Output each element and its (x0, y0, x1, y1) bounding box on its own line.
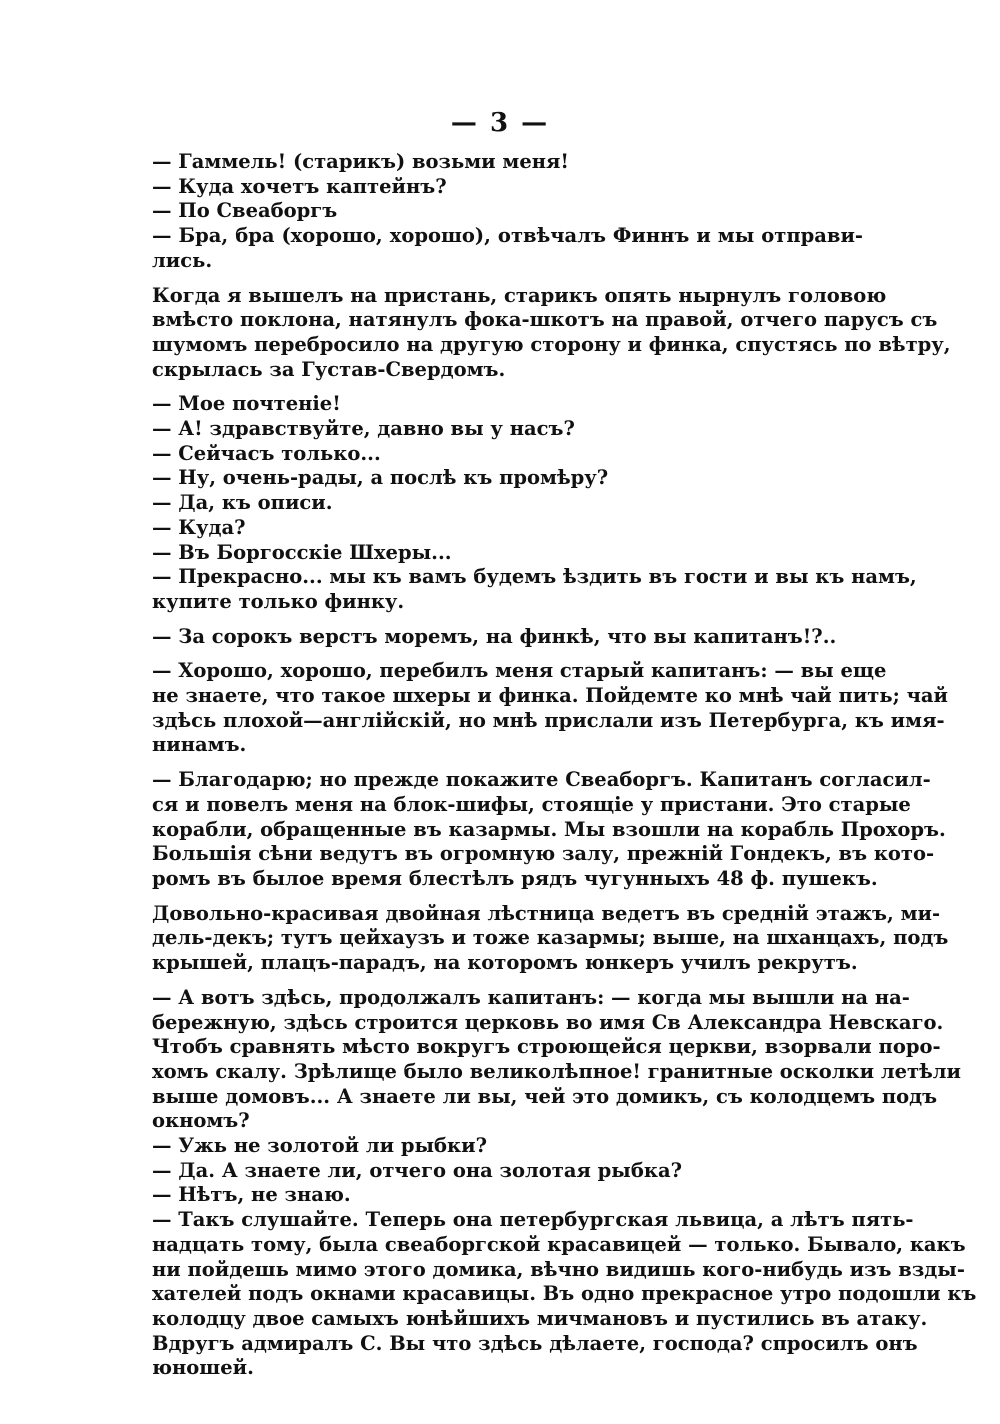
text-line: корабли, обращенные въ казармы. Мы взошли на корабль Прохоръ. (152, 817, 946, 841)
text-line: — Благодарю; но прежде покажите Свеаборгъ. Капитанъ согласил- (152, 768, 931, 792)
page-number: — 3 — (450, 108, 550, 138)
paragraph (152, 392, 863, 417)
text-line: — Да, къ описи. (152, 491, 333, 515)
text-line: нинамъ. (152, 733, 247, 757)
paragraph (152, 466, 863, 491)
paragraph (152, 1134, 863, 1159)
text-line: Вдругъ адмиралъ С. Вы что здѣсь дѣлаете, господа? спросилъ онъ (152, 1331, 918, 1355)
text-line: шумомъ перебросило на другую сторону и финка, спустясь по вѣтру, (152, 332, 951, 356)
text-line: — Куда? (152, 515, 246, 539)
paragraph (152, 985, 962, 1134)
text-line: — Мое почтенiе! (152, 392, 341, 416)
paragraph (152, 442, 863, 467)
paragraph (152, 625, 863, 650)
text-line: — Хорошо, хорошо, перебилъ меня старый капитанъ: — вы еще (152, 659, 887, 683)
text-line: Довольно-красивая двойная лѣстница ведетъ въ среднiй этажъ, ми- (152, 901, 941, 925)
text-line: — Ну, очень-рады, а послѣ къ промѣру? (152, 466, 609, 490)
text-line: хателей подъ окнами красавицы. Въ одно прекрасное утро подошли къ (152, 1282, 977, 1306)
text-line: хомъ скалу. Зрѣлище было великолѣпное! гранитные осколки летѣли (152, 1059, 962, 1083)
paragraph (152, 541, 863, 566)
paragraph (152, 417, 863, 442)
text-line: — А! здравствуйте, давно вы у насъ? (152, 417, 575, 441)
paragraph (152, 565, 917, 614)
text-line: — Такъ слушайте. Теперь она петербургская львица, а лѣтъ пять- (152, 1208, 914, 1232)
text-line: ромъ въ былое время блестѣлъ рядъ чугунныхъ 48 ф. пушекъ. (152, 866, 878, 890)
paragraph (152, 1208, 977, 1381)
page-text (152, 150, 977, 1381)
text-line: здѣсь плохой—англiйскiй, но мнѣ прислали изъ Петербурга, къ имя- (152, 708, 945, 732)
text-line: колодцу двое самыхъ юнѣйшихъ мичмановъ и пустились въ атаку. (152, 1306, 928, 1330)
paragraph (152, 1183, 863, 1208)
text-line: юношей. (152, 1356, 254, 1380)
paragraph (152, 516, 863, 541)
text-line: — Куда хочетъ каптейнъ? (152, 174, 447, 198)
text-line: — По Свеаборгъ (152, 199, 338, 223)
text-line: — Ужь не золотой ли рыбки? (152, 1134, 488, 1158)
paragraph (152, 283, 951, 383)
text-line: надцать тому, была свеаборгской красавицей — только. Бывало, какъ (152, 1232, 966, 1256)
text-line: Когда я вышелъ на пристань, старикъ опять нырнулъ головою (152, 283, 887, 307)
text-line: вмѣсто поклона, натянулъ фока-шкотъ на правой, отчего парусъ съ (152, 308, 938, 332)
paragraph (152, 901, 949, 976)
text-line: бережную, здѣсь строится церковь во имя Св Александра Невскаго. (152, 1010, 944, 1034)
text-line: окномъ? (152, 1109, 250, 1133)
text-line: купите только финку. (152, 589, 405, 613)
text-line: Чтобъ сравнять мѣсто вокругъ строющейся церкви, взорвали поро- (152, 1035, 941, 1059)
paragraph (152, 150, 863, 175)
text-line: — Сейчасъ только... (152, 441, 381, 465)
text-line: не знаете, что такое шхеры и финка. Пойдемте ко мнѣ чай пить; чай (152, 684, 948, 708)
text-line: — Да. А знаете ли, отчего она золотая рыбка? (152, 1158, 683, 1182)
paragraph (152, 199, 863, 224)
paragraph (152, 175, 863, 200)
text-line: лись. (152, 248, 213, 272)
text-line: ни пойдешь мимо этого домика, вѣчно видишь кого-нибудь изъ взды- (152, 1257, 965, 1281)
text-line: — А вотъ здѣсь, продолжалъ капитанъ: — когда мы вышли на на- (152, 985, 910, 1009)
text-line: крышей, плацъ-парадъ, на которомъ юнкеръ училъ рекрутъ. (152, 951, 858, 975)
paragraph (152, 1159, 863, 1184)
paragraph (152, 491, 863, 516)
text-line: — Нѣтъ, не знаю. (152, 1183, 351, 1207)
text-line: — Гаммель! (старикъ) возьми меня! (152, 150, 569, 173)
text-line: Большiя сѣни ведутъ въ огромную залу, прежнiй Гондекъ, въ кото- (152, 842, 935, 866)
paragraph (152, 659, 948, 758)
text-line: — За сорокъ верстъ моремъ, на финкѣ, что вы капитанъ!?.. (152, 624, 837, 648)
paragraph (152, 224, 863, 273)
text-line: ся и повелъ меня на блок-шифы, стоящiе у пристани. Это старые (152, 792, 911, 816)
text-line: — Прекрасно... мы къ вамъ будемъ ѣздить въ гости и вы къ намъ, (152, 565, 917, 589)
paragraph (152, 768, 946, 892)
text-line: — Въ Боргосскiе Шхеры... (152, 540, 452, 564)
text-line: дель-декъ; тутъ цейхаузъ и тоже казармы; выше, на шханцахъ, подъ (152, 926, 949, 950)
text-line: выше домовъ... А знаете ли вы, чей это домикъ, съ колодцемъ подъ (152, 1084, 938, 1108)
text-line: — Бра, бра (хорошо, хорошо), отвѣчалъ Финнъ и мы отправи- (152, 224, 863, 248)
text-line: скрылась за Густав-Свердомъ. (152, 357, 506, 381)
